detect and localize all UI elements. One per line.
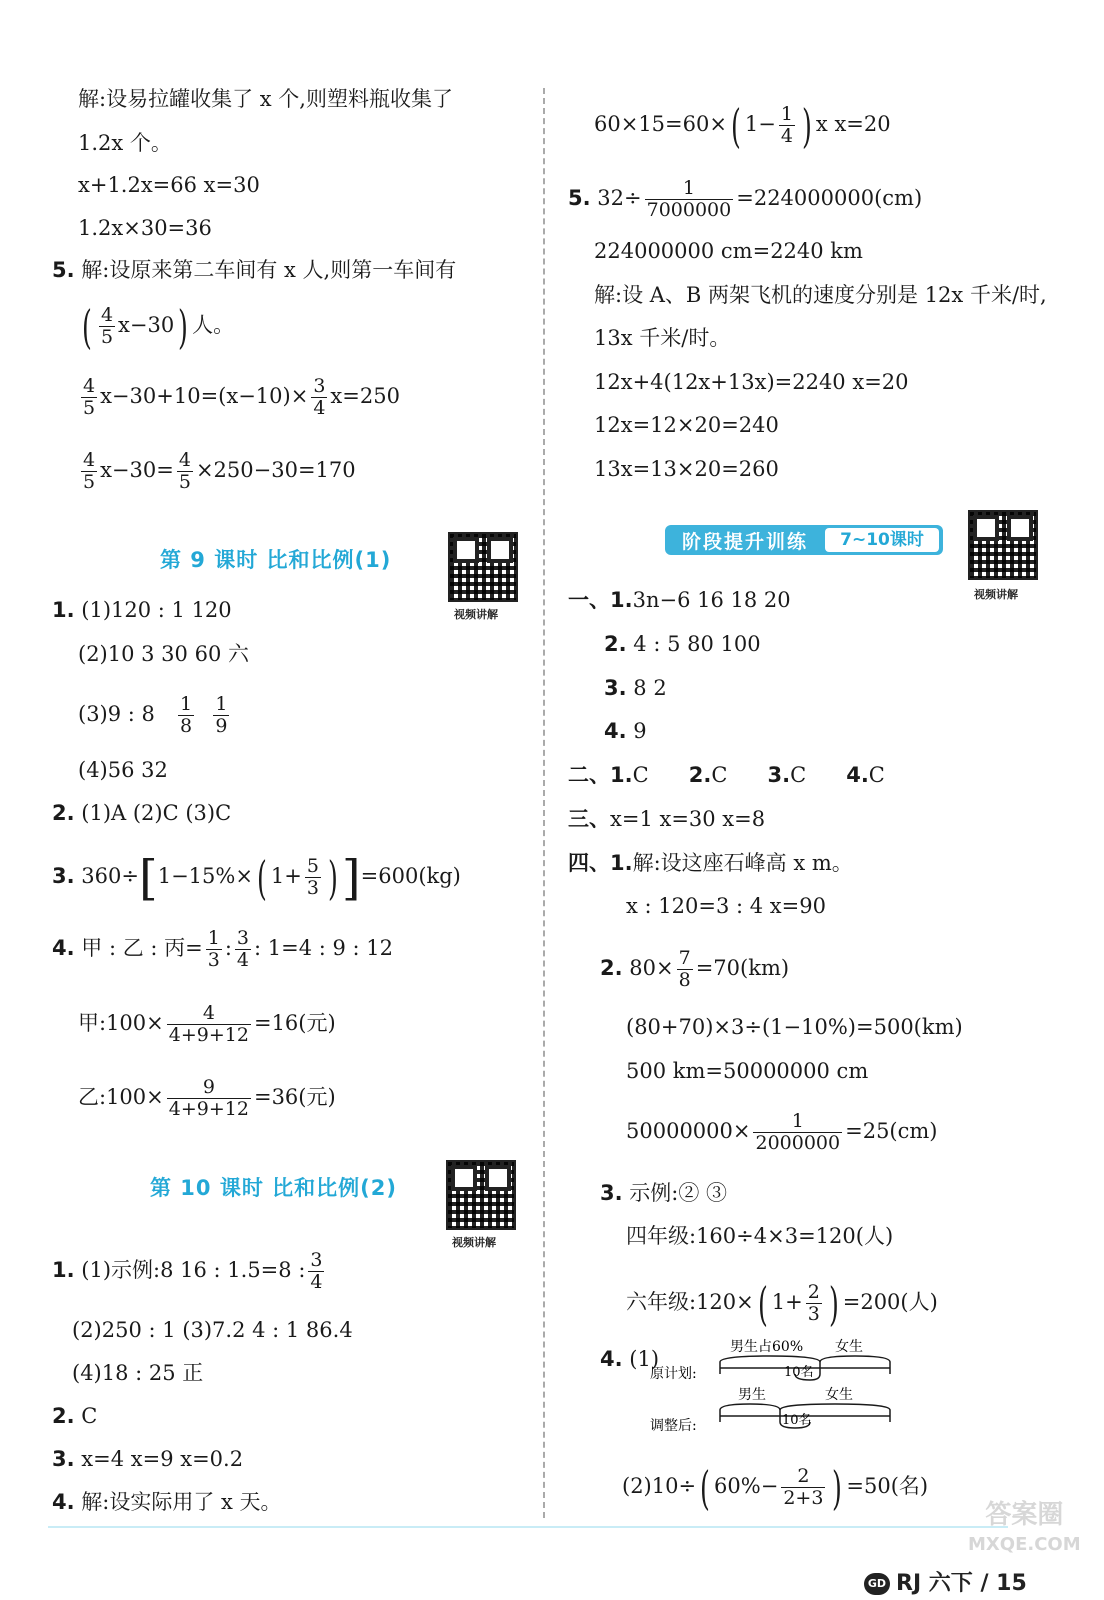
part-4-q2: 2. 80× $\frac{7}{8}$ =70(km) bbox=[600, 947, 790, 991]
answer-line: (4)18 : 25 正 bbox=[72, 1361, 204, 1385]
diagram-row2-label: 调整后: bbox=[650, 1418, 697, 1434]
question-2: 2. (1)A (2)C (3)C bbox=[52, 801, 232, 825]
diagram-row1-top-left: 男生占60% bbox=[730, 1339, 804, 1355]
question-3: 3. x=4 x=9 x=0.2 bbox=[52, 1447, 244, 1471]
diagram-row2-top-left: 男生 bbox=[738, 1387, 766, 1403]
answer-line: 六年级:120×( 1+ $\frac{2}{3}$ ) =200(人) bbox=[626, 1276, 938, 1331]
qr-code-icon[interactable] bbox=[968, 510, 1038, 580]
gd-badge: GD bbox=[864, 1573, 890, 1595]
answer-line: x : 120=3 : 4 x=90 bbox=[626, 894, 826, 918]
page-number: RJ 六下 / 15 bbox=[896, 1571, 1027, 1596]
answer-line: 甲:100× $\frac{4}{4+9+12}$ =16(元) bbox=[78, 1002, 336, 1046]
answer-line: 50000000× $\frac{1}{2000000}$ =25(cm) bbox=[626, 1110, 938, 1154]
answer-line: 13x 千米/时。 bbox=[594, 326, 731, 350]
part-1-q2: 2. 4 : 5 80 100 bbox=[604, 632, 761, 656]
answer-line: 解:设易拉罐收集了 x 个,则塑料瓶收集了 bbox=[78, 87, 453, 111]
answer-line: 四年级:160÷4×3=120(人) bbox=[626, 1224, 894, 1248]
diagram-row1-bottom: 10名 bbox=[784, 1365, 814, 1380]
answer-line: 1.2x 个。 bbox=[78, 131, 172, 155]
column-divider bbox=[543, 88, 545, 1518]
banner-title: 阶段提升训练 bbox=[681, 530, 808, 553]
answer-line: 60×15=60×( 1− $\frac{1}{4}$ ) x x=20 bbox=[594, 98, 891, 153]
answer-line: (2)250 : 1 (3)7.2 4 : 1 86.4 bbox=[72, 1318, 353, 1342]
part-2: 二、1.C 2.C 3.C 4.C bbox=[568, 763, 885, 787]
part-3: 三、x=1 x=30 x=8 bbox=[568, 807, 766, 831]
question-4: 4. 甲 : 乙 : 丙= $\frac{1}{3}$ : $\frac{3}{4}$ : 1=4 : 9 : 12 bbox=[52, 927, 394, 971]
answer-line: (3)9 : 8 $\frac{1}{8}$ $\frac{1}{9}$ bbox=[78, 693, 228, 737]
answer-line: ( $\frac{4}{5}$ x−30) 人。 bbox=[82, 299, 235, 354]
answer-line: 乙:100× $\frac{9}{4+9+12}$ =36(元) bbox=[78, 1076, 336, 1120]
answer-line: 解:设 A、B 两架飞机的速度分别是 12x 千米/时, bbox=[594, 283, 1047, 307]
question-1: 1. (1)示例:8 16 : 1.5=8 : $\frac{3}{4}$ bbox=[52, 1249, 323, 1293]
diagram-row1-top-right: 女生 bbox=[835, 1339, 863, 1355]
diagram-row1-label: 原计划: bbox=[650, 1366, 697, 1382]
question-3: 3. 360÷[1−15%×( 1+ $\frac{5}{3}$ )]=600(kg) bbox=[52, 849, 461, 906]
banner-range: 7~10课时 bbox=[825, 528, 939, 552]
answer-line: $\frac{4}{5}$ x−30+10=(x−10)× $\frac{3}{4}$ x=250 bbox=[83, 375, 400, 419]
part-4-q1: 四、1.解:设这座石峰高 x m。 bbox=[568, 851, 853, 875]
answer-line: (4)56 32 bbox=[78, 758, 168, 782]
lesson-10-heading: 第 10 课时 比和比例(2) bbox=[150, 1176, 397, 1200]
answer-line: 12x=12×20=240 bbox=[594, 413, 779, 437]
watermark: 答案圈 MXQE.COM bbox=[968, 1500, 1081, 1555]
part-1-q4: 4. 9 bbox=[604, 719, 647, 743]
answer-line: 13x=13×20=260 bbox=[594, 457, 779, 481]
diagram-row2-bottom: 10名 bbox=[782, 1413, 812, 1428]
answer-line: (2)10÷( 60%− $\frac{2}{2+3}$ ) =50(名) bbox=[622, 1460, 929, 1515]
page-footer bbox=[864, 1566, 1027, 1597]
part-1-q1: 一、1.3n−6 16 18 20 bbox=[568, 588, 791, 612]
answer-line: (2)10 3 30 60 六 bbox=[78, 642, 249, 666]
bottom-rule bbox=[48, 1526, 1008, 1528]
answer-line: 1.2x×30=36 bbox=[78, 216, 212, 240]
question-4: 4. 解:设实际用了 x 天。 bbox=[52, 1490, 282, 1514]
part-1-q3: 3. 8 2 bbox=[604, 676, 667, 700]
answer-line: 500 km=50000000 cm bbox=[626, 1059, 869, 1083]
answer-line: $\frac{4}{5}$ x−30= $\frac{4}{5}$ ×250−30=170 bbox=[83, 449, 356, 493]
qr-code-icon[interactable] bbox=[448, 532, 518, 602]
question-5: 5. 解:设原来第二车间有 x 人,则第一车间有 bbox=[52, 258, 457, 282]
part-4-q3: 3. 示例:② ③ bbox=[600, 1181, 728, 1205]
answer-line: (80+70)×3÷(1−10%)=500(km) bbox=[626, 1015, 963, 1039]
segment-diagram bbox=[650, 1338, 910, 1438]
part-4-q4: 4. (1) bbox=[600, 1347, 660, 1371]
answer-line: x+1.2x=66 x=30 bbox=[78, 173, 260, 197]
question-5: 5. 32÷ $\frac{1}{7000000}$ =224000000(cm) bbox=[568, 177, 923, 221]
lesson-9-heading: 第 9 课时 比和比例(1) bbox=[160, 548, 392, 572]
question-2: 2. C bbox=[52, 1404, 98, 1428]
question-1: 1. (1)120 : 1 120 bbox=[52, 598, 232, 622]
answer-line: 224000000 cm=2240 km bbox=[594, 239, 863, 263]
answer-line: 12x+4(12x+13x)=2240 x=20 bbox=[594, 370, 909, 394]
qr-label: 视频讲解 bbox=[452, 1236, 496, 1249]
qr-label: 视频讲解 bbox=[974, 588, 1018, 601]
stage-training-banner bbox=[665, 525, 943, 555]
diagram-row2-top-right: 女生 bbox=[825, 1387, 853, 1403]
qr-code-icon[interactable] bbox=[446, 1160, 516, 1230]
qr-label: 视频讲解 bbox=[454, 608, 498, 621]
